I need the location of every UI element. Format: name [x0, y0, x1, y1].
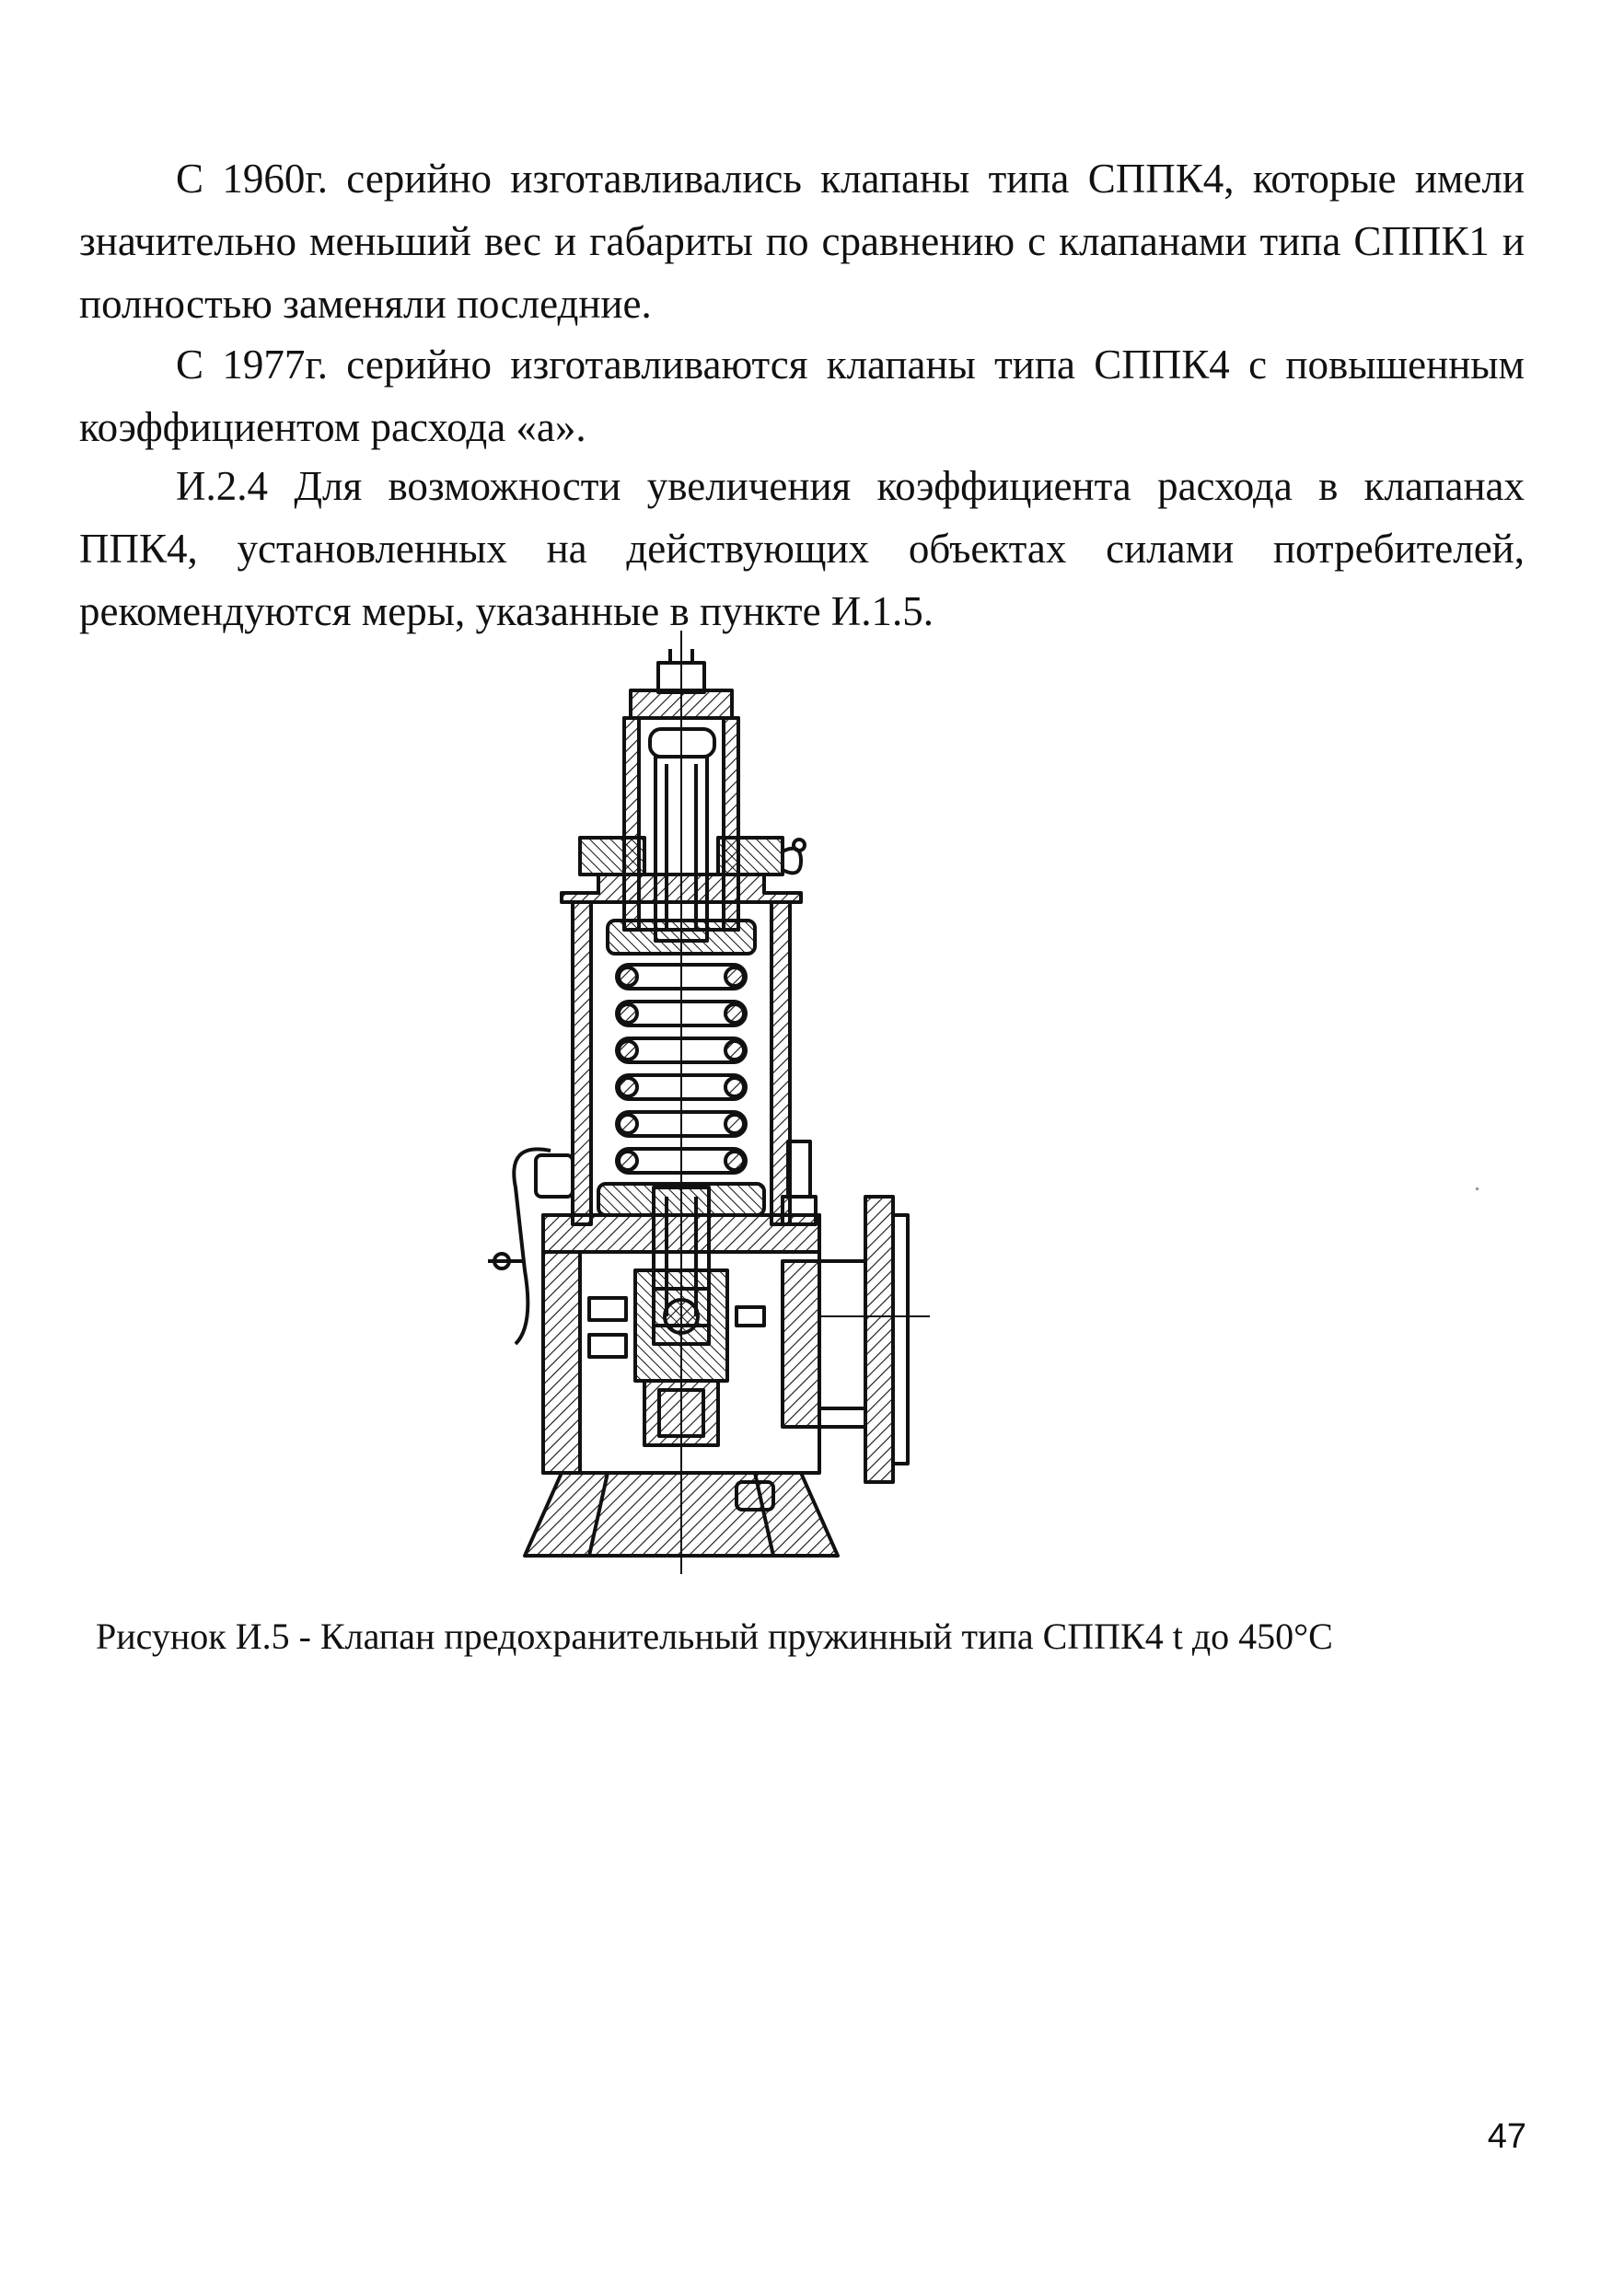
page-number: 47: [1487, 2117, 1526, 2156]
valve-drawing-svg: [470, 626, 985, 1583]
scan-artifact-dot: [1476, 1187, 1479, 1190]
paragraph-3: И.2.4 Для возможности увеличения коэффициента расхода в клапанах ППК4, установленных на действующих объектах силами потребителей, рекомендуются меры, указанные в пункте И.1.5.: [79, 463, 1525, 634]
paragraph-1: С 1960г. серийно изготавливались клапаны типа СППК4, которые имели значительно меньший вес и габариты по сравнению с клапанами типа СППК1 и полностью заменяли последние.: [79, 156, 1525, 327]
paragraph-2: С 1977г. серийно изготавливаются клапаны типа СППК4 с повышенным коэффициентом расхода «а».: [79, 342, 1525, 450]
valve-technical-drawing: [470, 626, 985, 1583]
figure-caption: Рисунок И.5 - Клапан предохранительный пружинный типа СППК4 t до 450°С: [96, 1616, 1333, 1657]
